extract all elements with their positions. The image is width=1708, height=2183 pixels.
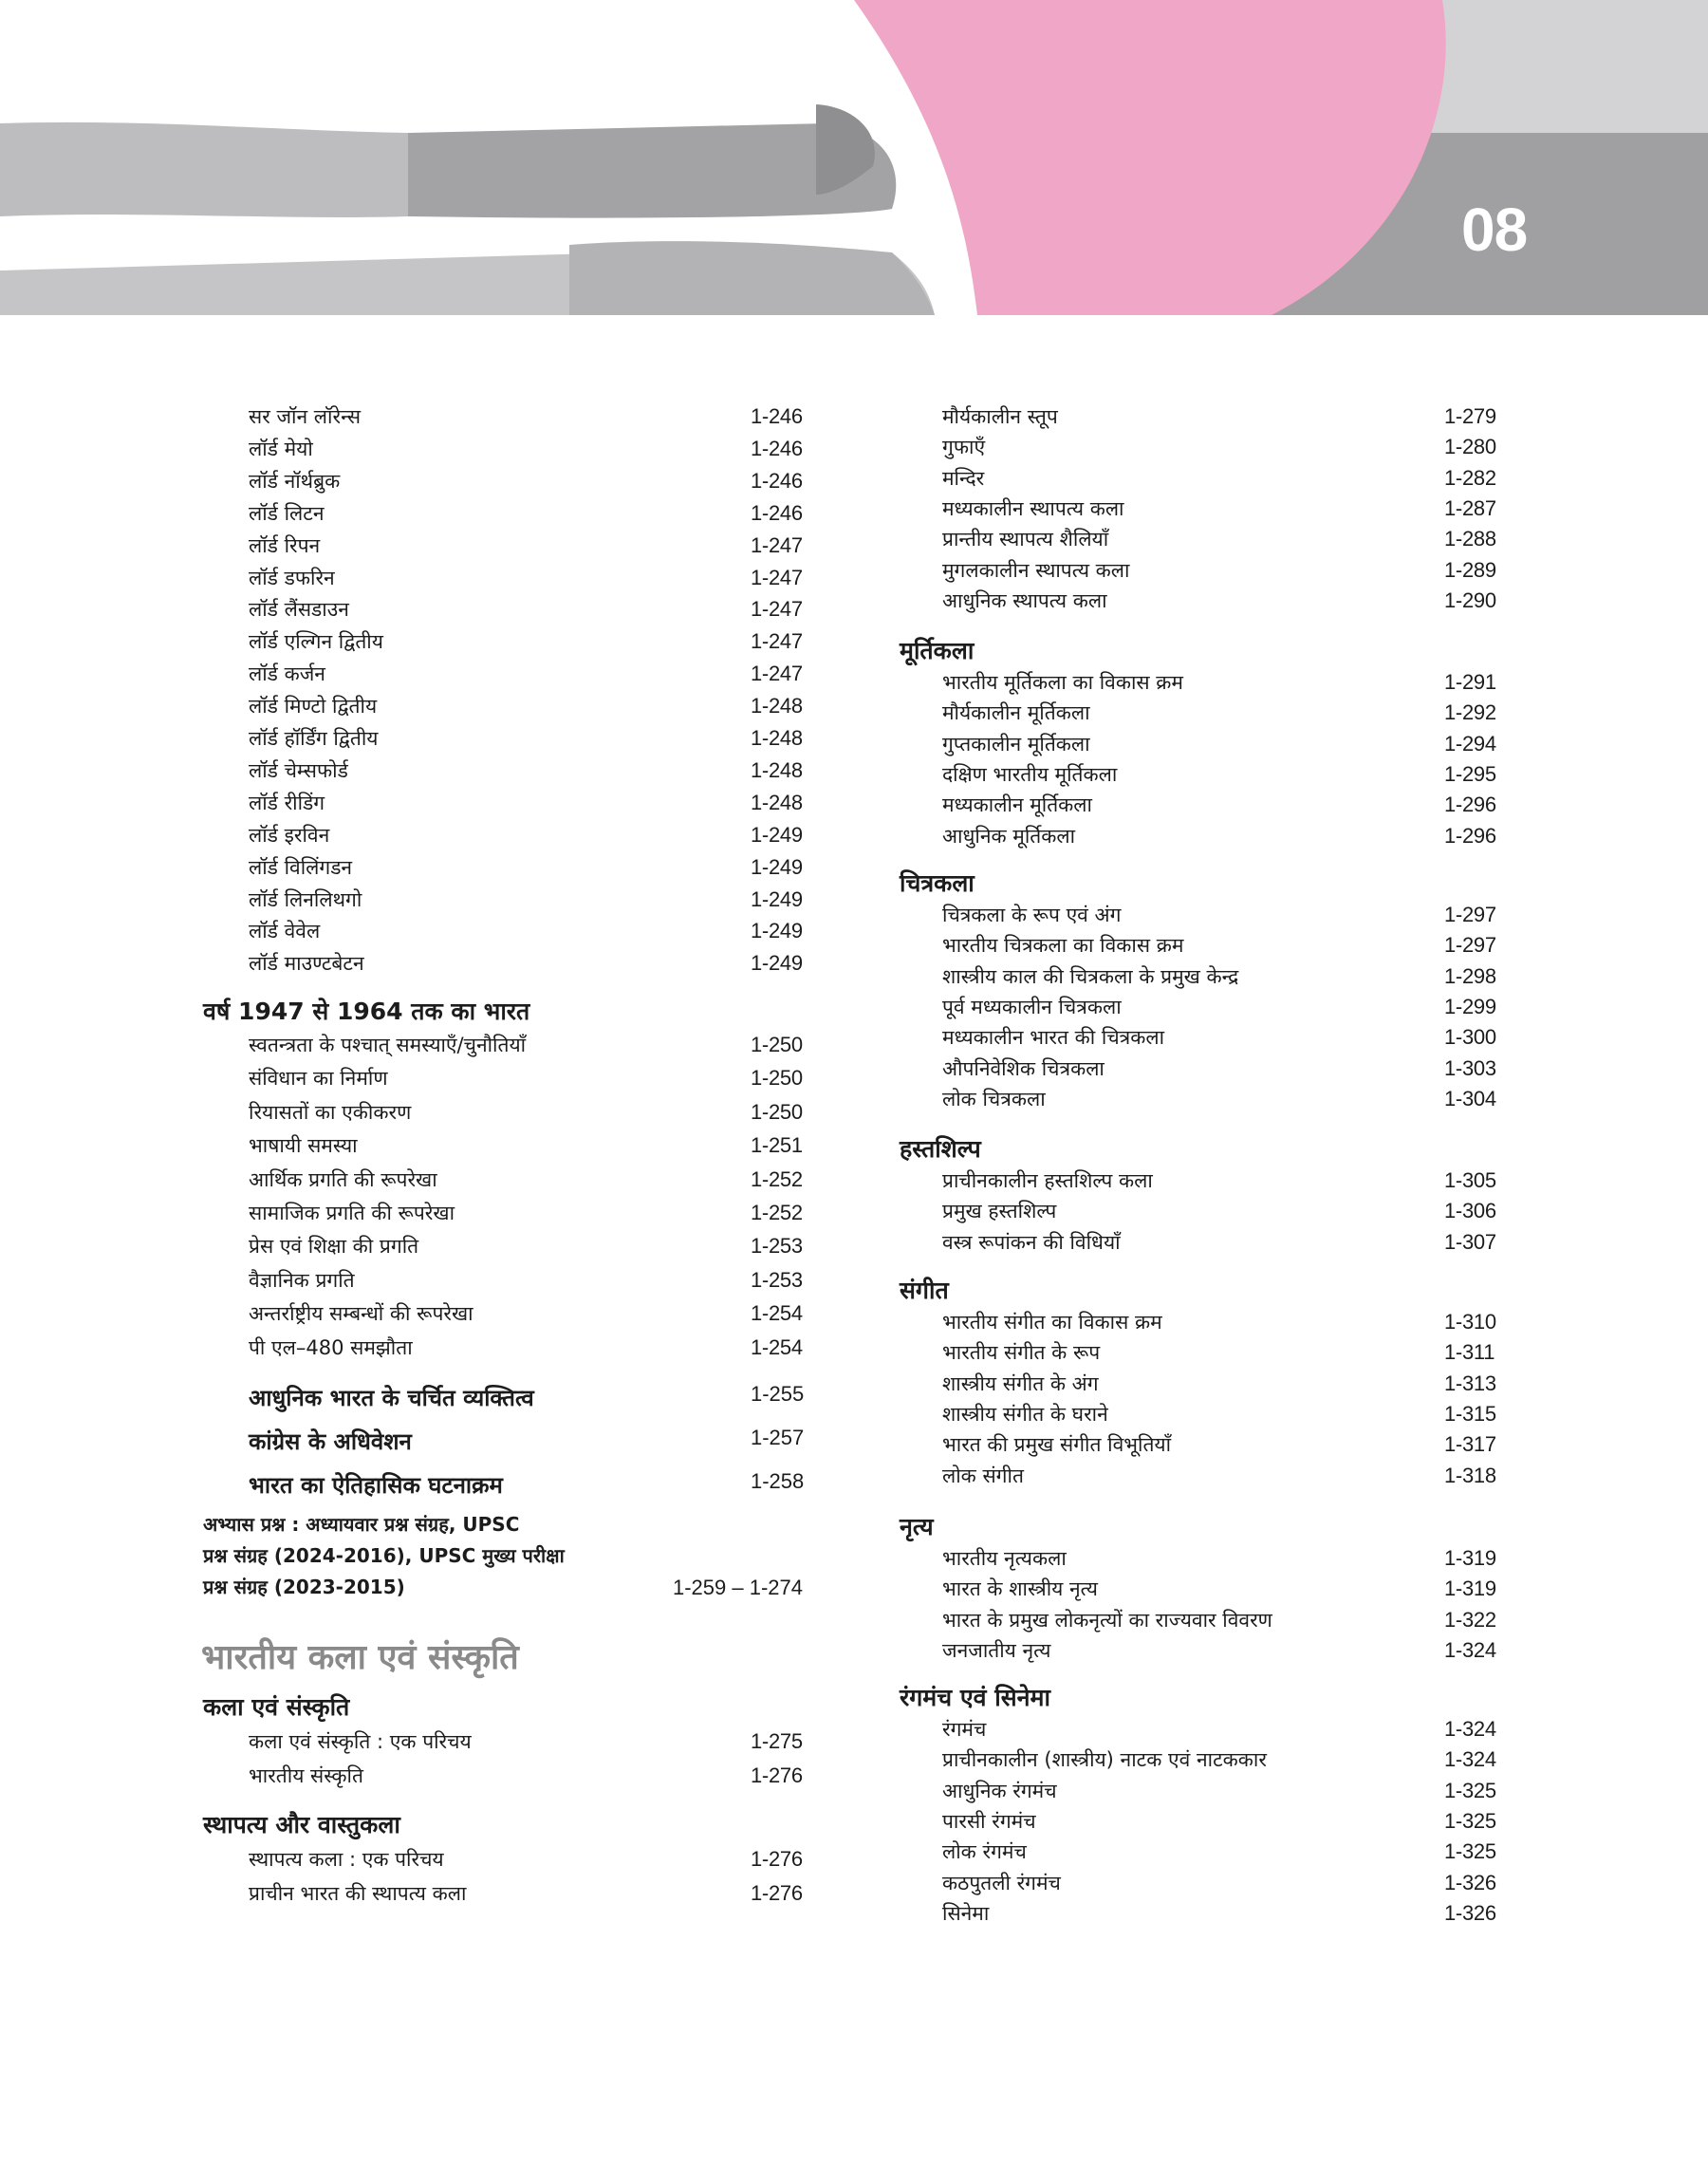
toc-entry — [942, 1401, 1496, 1427]
toc-entry — [942, 700, 1496, 725]
toc-entry — [942, 404, 1496, 429]
entry-page: 1-291 — [1444, 670, 1496, 694]
section-heading: हस्तशिल्प — [900, 1135, 981, 1163]
toc-entry — [249, 1847, 803, 1872]
entry-title: औपनिवेशिक चित्रकला — [942, 1056, 1105, 1080]
entry-page: 1-276 — [751, 1847, 803, 1871]
entry-title: कांग्रेस के अधिवेशन — [249, 1428, 412, 1455]
entry-title: भारत के प्रमुख लोकनृत्यों का राज्यवार विवरण — [942, 1608, 1272, 1632]
entry-page: 1-249 — [751, 951, 803, 976]
entry-title: मध्यकालीन भारत की चित्रकला — [942, 1026, 1165, 1050]
toc-entry — [249, 1729, 803, 1754]
entry-page: 1-324 — [1444, 1637, 1496, 1662]
entry-page: 1-258 — [751, 1469, 805, 1493]
toc-entry — [249, 790, 803, 815]
entry-title: रंगमंच — [942, 1718, 987, 1741]
entry-title: प्रमुख हस्तशिल्प — [942, 1200, 1057, 1223]
entry-title: कला एवं संस्कृति : एक परिचय — [249, 1730, 472, 1753]
entry-page: 1-248 — [751, 757, 803, 782]
toc-entry — [942, 1778, 1496, 1803]
toc-entry — [249, 662, 803, 686]
entry-page: 1-247 — [751, 565, 803, 589]
entry-page: 1-253 — [751, 1234, 803, 1259]
entry-title: सिनेमा — [942, 1901, 990, 1925]
entry-title: भारतीय संगीत का विकास क्रम — [942, 1311, 1162, 1334]
entry-title: लोक रंगमंच — [942, 1840, 1027, 1864]
entry-page: 1-287 — [1444, 495, 1496, 520]
toc-entry — [942, 793, 1496, 817]
entry-page: 1-253 — [751, 1267, 803, 1292]
entry-title: गुफाएँ — [942, 436, 986, 459]
entry-page: 1-279 — [1444, 404, 1496, 428]
entry-title: भारत की प्रमुख संगीत विभूतियाँ — [942, 1433, 1172, 1457]
toc-entry — [249, 1033, 803, 1057]
toc-entry — [942, 963, 1496, 989]
entry-page: 1-247 — [751, 532, 803, 557]
entry-title: आधुनिक स्थापत्य कला — [942, 588, 1107, 612]
entry-title: लोक चित्रकला — [942, 1087, 1046, 1110]
toc-entry — [942, 1546, 1496, 1571]
toc-entry — [942, 823, 1496, 849]
entry-title: पूर्व मध्यकालीन चित्रकला — [942, 995, 1122, 1018]
entry-title: लॉर्ड वेवेल — [249, 920, 321, 943]
toc-entry — [942, 761, 1496, 787]
entry-page: 1-246 — [751, 500, 803, 525]
entry-title: प्राचीनकालीन हस्तशिल्प कला — [942, 1169, 1153, 1192]
entry-page: 1-246 — [751, 436, 803, 460]
toc-entry — [249, 1763, 803, 1788]
entry-page: 1-318 — [1444, 1463, 1496, 1487]
toc-entry — [942, 1086, 1496, 1111]
entry-title: आधुनिक भारत के चर्चित व्यक्तित्व — [249, 1385, 534, 1411]
toc-entry — [942, 1808, 1496, 1834]
toc-entry — [249, 1066, 803, 1091]
toc-entry — [249, 1881, 803, 1906]
entry-page: 1-311 — [1444, 1340, 1495, 1365]
entry-title: स्थापत्य कला : एक परिचय — [249, 1848, 444, 1871]
toc-entry — [942, 1229, 1496, 1255]
toc-entry — [249, 1469, 805, 1501]
toc-entry — [942, 933, 1496, 958]
entry-title: भारतीय चित्रकला का विकास क्रम — [942, 934, 1184, 958]
entry-page: 1-325 — [1444, 1808, 1496, 1833]
entry-page: 1-298 — [1444, 963, 1496, 988]
entry-title: मध्यकालीन स्थापत्य कला — [942, 496, 1124, 520]
entry-page: 1-246 — [751, 404, 803, 428]
entry-page: 1-275 — [751, 1729, 803, 1753]
toc-entry — [249, 629, 803, 654]
entry-page: 1-254 — [751, 1334, 803, 1359]
toc-entry — [249, 1099, 803, 1125]
toc-entry — [249, 1426, 805, 1457]
entry-title: स्वतन्त्रता के पश्चात् समस्याएँ/चुनौतियाँ — [249, 1034, 527, 1056]
entry-page: 1-247 — [751, 629, 803, 654]
decorative-banner — [0, 0, 1708, 315]
toc-entry — [942, 903, 1496, 927]
entry-page: 1-248 — [751, 726, 803, 750]
toc-entry — [249, 1267, 803, 1293]
entry-page: 1-304 — [1444, 1086, 1496, 1110]
entry-page: 1-303 — [1444, 1055, 1496, 1080]
practice-questions-line: प्रश्न संग्रह (2023-2015) — [203, 1576, 405, 1598]
toc-entry — [249, 436, 803, 461]
entry-page: 1-297 — [1444, 933, 1496, 958]
toc-entry — [249, 597, 803, 622]
entry-page: 1-319 — [1444, 1546, 1496, 1570]
entry-page: 1-257 — [751, 1426, 805, 1449]
entry-page: 1-325 — [1444, 1778, 1496, 1802]
toc-entry — [942, 588, 1496, 613]
entry-page: 1-307 — [1444, 1229, 1496, 1254]
toc-entry — [249, 919, 803, 943]
entry-title: कठपुतली रंगमंच — [942, 1871, 1061, 1894]
entry-title: मौर्यकालीन मूर्तिकला — [942, 701, 1090, 725]
toc-entry — [942, 1900, 1496, 1926]
toc-entry — [942, 1577, 1496, 1601]
entry-title: पी एल–480 समझौता — [249, 1335, 413, 1359]
entry-page: 1-250 — [751, 1033, 803, 1056]
toc-entry — [942, 1340, 1495, 1365]
toc-entry — [942, 1607, 1496, 1633]
practice-questions-line: अभ्यास प्रश्न : अध्यायवार प्रश्न संग्रह, UPSC — [203, 1513, 520, 1536]
entry-title: जनजातीय नृत्य — [942, 1638, 1051, 1662]
entry-page: 1-322 — [1444, 1607, 1496, 1632]
entry-page: 1-310 — [1444, 1310, 1496, 1334]
toc-entry — [249, 1382, 805, 1413]
entry-page: 1-295 — [1444, 761, 1496, 786]
entry-title: लॉर्ड हॉर्डिंग द्वितीय — [249, 727, 379, 750]
entry-page: 1-247 — [751, 662, 803, 686]
entry-page: 1-252 — [751, 1201, 803, 1224]
entry-title: मुगलकालीन स्थापत्य कला — [942, 558, 1130, 582]
entry-title: लोक संगीत — [942, 1464, 1024, 1487]
toc-entry — [942, 731, 1496, 756]
section-heading: वर्ष 1947 से 1964 तक का भारत — [203, 998, 530, 1025]
entry-page: 1-294 — [1444, 731, 1496, 756]
entry-title: रियासतों का एकीकरण — [249, 1100, 412, 1124]
entry-title: लॉर्ड विलिंगडन — [249, 855, 353, 879]
entry-page: 1-299 — [1444, 994, 1496, 1018]
entry-title: आधुनिक मूर्तिकला — [942, 824, 1076, 848]
entry-title: प्रेस एवं शिक्षा की प्रगति — [249, 1235, 419, 1259]
entry-title: आधुनिक रंगमंच — [942, 1779, 1057, 1802]
entry-title: भारत के शास्त्रीय नृत्य — [942, 1577, 1098, 1601]
entry-page: 1-288 — [1444, 527, 1496, 551]
toc-entry — [942, 1637, 1496, 1663]
entry-page: 1-297 — [1444, 903, 1496, 926]
entry-page: 1-246 — [751, 468, 803, 493]
toc-entry — [249, 1234, 803, 1259]
entry-title: मौर्यकालीन स्तूप — [942, 405, 1058, 428]
entry-title: संविधान का निर्माण — [249, 1067, 388, 1091]
entry-page: 1-249 — [751, 919, 803, 943]
toc-entry — [249, 854, 803, 880]
toc-entry — [942, 994, 1496, 1019]
section-heading: कला एवं संस्कृति — [203, 1693, 350, 1721]
toc-entry — [942, 465, 1496, 491]
entry-title: गुप्तकालीन मूर्तिकला — [942, 732, 1090, 756]
entry-page: 1-251 — [751, 1133, 803, 1158]
toc-entry — [942, 670, 1496, 695]
entry-title: शास्त्रीय संगीत के अंग — [942, 1371, 1099, 1395]
entry-page: 1-280 — [1444, 435, 1496, 459]
entry-title: मन्दिर — [942, 466, 985, 490]
entry-page: 1-306 — [1444, 1199, 1496, 1223]
entry-page: 1-315 — [1444, 1401, 1496, 1426]
entry-page: 1-317 — [1444, 1432, 1496, 1457]
entry-title: लॉर्ड कर्जन — [249, 662, 325, 686]
toc-entry — [942, 1463, 1496, 1488]
entry-title: चित्रकला के रूप एवं अंग — [942, 904, 1122, 926]
entry-page: 1-290 — [1444, 588, 1496, 612]
entry-title: पारसी रंगमंच — [942, 1809, 1036, 1833]
entry-page: 1-276 — [751, 1763, 803, 1787]
toc-entry — [249, 500, 803, 526]
entry-page: 1-250 — [751, 1066, 803, 1091]
entry-title: प्राचीन भारत की स्थापत्य कला — [249, 1882, 467, 1905]
entry-title: लॉर्ड लिटन — [249, 501, 325, 525]
entry-title: लॉर्ड मेयो — [249, 437, 313, 460]
entry-page: 1-247 — [751, 597, 803, 622]
entry-title: भारतीय संस्कृति — [249, 1764, 363, 1787]
entry-title: सामाजिक प्रगति की रूपरेखा — [249, 1202, 455, 1224]
toc-entry — [942, 1839, 1496, 1864]
entry-page: 1-248 — [751, 790, 803, 814]
entry-title: लॉर्ड लैंसडाउन — [249, 598, 349, 622]
toc-entry — [249, 565, 803, 590]
section-heading: चित्रकला — [900, 869, 975, 897]
entry-title: शास्त्रीय काल की चित्रकला के प्रमुख केन्द्र — [942, 964, 1239, 988]
entry-title: शास्त्रीय संगीत के घराने — [942, 1402, 1108, 1426]
entry-title: मध्यकालीन मूर्तिकला — [942, 793, 1092, 817]
entry-page: 1-249 — [751, 886, 803, 911]
entry-page: 1-249 — [751, 854, 803, 879]
entry-title: भाषायी समस्या — [249, 1134, 358, 1158]
section-heading: स्थापत्य और वास्तुकला — [203, 1811, 400, 1838]
toc-entry — [942, 1371, 1496, 1396]
entry-title: लॉर्ड एल्गिन द्वितीय — [249, 630, 383, 654]
entry-title: भारत का ऐतिहासिक घटनाक्रम — [249, 1472, 503, 1499]
entry-page: 1-249 — [751, 822, 803, 847]
entry-page: 1-292 — [1444, 700, 1496, 725]
entry-title: वैज्ञानिक प्रगति — [249, 1268, 355, 1292]
entry-title: प्राचीनकालीन (शास्त्रीय) नाटक एवं नाटककार — [942, 1748, 1267, 1772]
entry-title: लॉर्ड चेम्सफोर्ड — [249, 758, 348, 782]
entry-page: 1-300 — [1444, 1025, 1496, 1050]
section-heading: मूर्तिकला — [900, 637, 975, 664]
entry-page: 1-255 — [751, 1382, 805, 1406]
entry-page: 1-324 — [1444, 1747, 1496, 1772]
entry-page: 1-326 — [1444, 1900, 1496, 1925]
section-heading: रंगमंच एवं सिनेमा — [900, 1684, 1050, 1711]
toc-entry — [249, 468, 803, 494]
toc-entry — [249, 886, 803, 912]
toc-entry — [249, 694, 803, 718]
entry-page: 1-305 — [1444, 1168, 1496, 1192]
entry-page: 1-289 — [1444, 557, 1496, 582]
toc-entry — [249, 1201, 803, 1225]
entry-title: लॉर्ड मिण्टो द्वितीय — [249, 695, 378, 718]
entry-title: लॉर्ड रीडिंग — [249, 791, 325, 814]
entry-page: 1-248 — [751, 694, 803, 718]
entry-page: 1-296 — [1444, 823, 1496, 848]
entry-page: 1-252 — [751, 1166, 803, 1191]
entry-title: दक्षिण भारतीय मूर्तिकला — [942, 762, 1118, 786]
entry-page: 1-250 — [751, 1099, 803, 1124]
entry-title: भारतीय मूर्तिकला का विकास क्रम — [942, 671, 1183, 694]
section-heading: संगीत — [900, 1277, 949, 1304]
toc-entry — [249, 822, 803, 848]
entry-title: लॉर्ड माउण्टबेटन — [249, 952, 364, 976]
entry-page: 1-313 — [1444, 1371, 1496, 1395]
entry-page: 1-325 — [1444, 1839, 1496, 1864]
entry-page: 1-282 — [1444, 465, 1496, 490]
entry-title: सर जॉन लॉरेन्स — [249, 405, 362, 428]
entry-title: लॉर्ड इरविन — [249, 823, 330, 847]
practice-questions-line: प्रश्न संग्रह (2024-2016), UPSC मुख्य परीक्षा — [203, 1544, 565, 1567]
entry-title: आर्थिक प्रगति की रूपरेखा — [249, 1167, 437, 1191]
toc-entry — [942, 1199, 1496, 1223]
toc-entry — [249, 404, 803, 429]
toc-entry — [942, 1168, 1496, 1193]
toc-entry — [942, 1025, 1496, 1050]
toc-entry — [249, 1301, 803, 1326]
toc-entry — [249, 951, 803, 976]
toc-entry — [249, 1166, 803, 1192]
toc-entry — [942, 1055, 1496, 1081]
toc-entry — [249, 726, 803, 751]
toc-entry — [942, 1432, 1496, 1457]
toc-entry — [249, 1133, 803, 1158]
entry-page: 1-276 — [751, 1881, 803, 1905]
entry-page: 1-319 — [1444, 1577, 1496, 1601]
section-heading: नृत्य — [900, 1513, 934, 1540]
toc-entry — [942, 557, 1496, 583]
toc-entry — [249, 757, 803, 783]
entry-title: भारतीय संगीत के रूप — [942, 1341, 1101, 1365]
entry-page: 1-326 — [1444, 1870, 1496, 1894]
entry-title: लॉर्ड लिनलिथगो — [249, 887, 362, 911]
entry-title: लॉर्ड रिपन — [249, 533, 321, 557]
entry-title: अन्तर्राष्ट्रीय सम्बन्धों की रूपरेखा — [249, 1302, 473, 1326]
page-number: 08 — [1461, 196, 1528, 264]
entry-page: 1-324 — [1444, 1717, 1496, 1741]
entry-title: वस्त्र रूपांकन की विधियाँ — [942, 1230, 1121, 1254]
entry-page: 1-296 — [1444, 793, 1496, 817]
entry-title: प्रान्तीय स्थापत्य शैलियाँ — [942, 528, 1109, 551]
toc-entry — [942, 1717, 1496, 1742]
part-title: भारतीय कला एवं संस्कृति — [201, 1638, 519, 1677]
toc-entry — [942, 495, 1496, 521]
toc-entry — [942, 1310, 1496, 1334]
entry-title: लॉर्ड नॉर्थब्रुक — [249, 469, 341, 493]
toc-entry — [942, 435, 1496, 459]
toc-entry — [942, 1747, 1496, 1772]
practice-questions-entry — [203, 1509, 803, 1603]
entry-title: भारतीय नृत्यकला — [942, 1547, 1067, 1570]
toc-entry — [249, 1334, 803, 1360]
entry-title: लॉर्ड डफरिन — [249, 566, 335, 589]
entry-page: 1-259 – 1-274 — [673, 1576, 803, 1599]
toc-entry — [249, 532, 803, 558]
toc-entry — [942, 527, 1496, 551]
entry-page: 1-254 — [751, 1301, 803, 1326]
toc-entry — [942, 1870, 1496, 1895]
